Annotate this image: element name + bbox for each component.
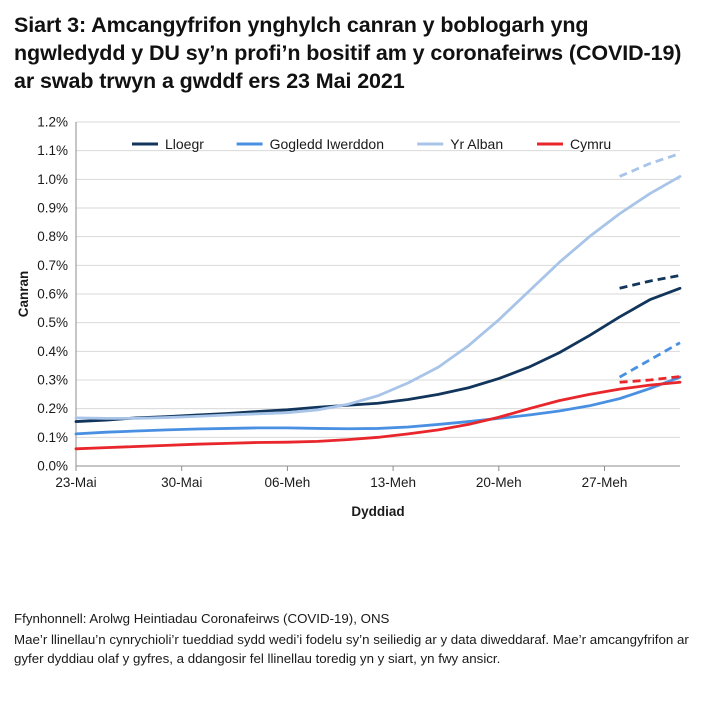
note-text: Mae’r llinellau’n cynrychioli’r tueddiad sydd wedi’i fodelu sy’n seiliedig ar y data diweddaraf. Mae’r amcangyfrifon ar gyfer dyddiau olaf y gyfres, a ddangosir fel llinellau toredig yn y siart, yn fwy ansicr.	[14, 631, 689, 666]
x-axis-tick-label: 30-Mai	[161, 474, 203, 490]
y-axis-tick-label: 0.9%	[37, 200, 68, 216]
y-axis-tick-label: 0.8%	[37, 228, 68, 244]
x-axis-title: Dyddiad	[351, 503, 405, 519]
y-axis-tick-label: 0.5%	[37, 314, 68, 330]
y-axis-tick-label: 1.2%	[37, 114, 68, 130]
source-text: Ffynhonnell: Arolwg Heintiadau Coronafeirws (COVID-19), ONS	[14, 611, 390, 626]
series-line-2	[76, 176, 680, 418]
series-line-dashed-2	[620, 153, 680, 176]
y-axis-tick-label: 0.2%	[37, 400, 68, 416]
y-axis-tick-label: 0.1%	[37, 429, 68, 445]
x-axis-tick-label: 20-Meh	[475, 474, 522, 490]
footnote-block	[14, 610, 702, 669]
y-axis-tick-label: 1.1%	[37, 142, 68, 158]
legend-label-2: Yr Alban	[450, 135, 504, 152]
line-chart	[14, 104, 698, 524]
series-line-dashed-1	[620, 343, 680, 377]
x-axis-tick-label: 06-Meh	[264, 474, 311, 490]
y-axis-tick-label: 0.0%	[37, 458, 68, 474]
series-line-dashed-0	[620, 275, 680, 288]
x-axis-tick-label: 13-Meh	[370, 474, 416, 490]
y-axis-tick-label: 0.6%	[37, 286, 68, 302]
x-axis-tick-label: 23-Mai	[55, 474, 97, 490]
y-axis-tick-label: 0.7%	[37, 257, 68, 273]
chart-container	[14, 104, 698, 524]
y-axis-title: Canran	[16, 270, 31, 318]
page-title: Siart 3: Amcangyfrifon ynghylch canran y boblogarh yng ngwledydd y DU sy’n profi’n bositif am y coronafeirws (COVID-19) ar swab trwyn a gwddf ers 23 Mai 2021	[14, 13, 682, 93]
x-axis-tick-label: 27-Meh	[581, 474, 628, 490]
series-line-0	[76, 288, 680, 421]
y-axis-tick-label: 0.4%	[37, 343, 68, 359]
series-line-1	[76, 377, 680, 434]
legend-label-1: Gogledd Iwerddon	[269, 135, 385, 152]
legend-label-3: Cymru	[570, 135, 612, 152]
y-axis-tick-label: 1.0%	[37, 171, 68, 187]
y-axis-tick-label: 0.3%	[37, 372, 68, 388]
legend-label-0: Lloegr	[165, 135, 204, 152]
